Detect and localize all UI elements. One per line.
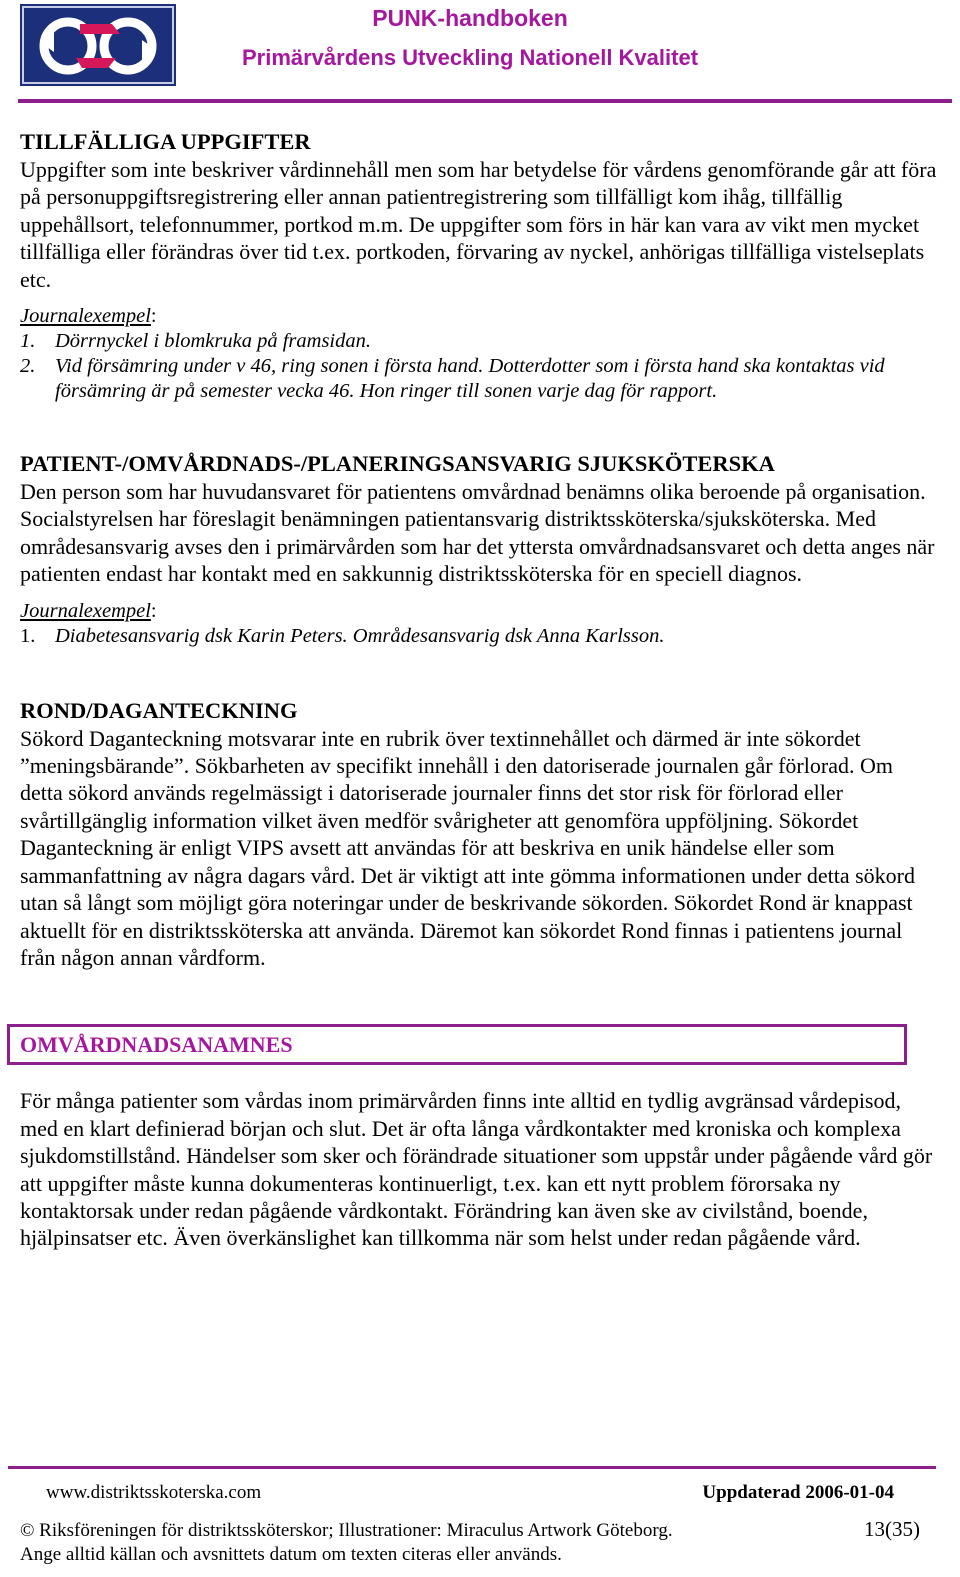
section-heading: ROND/DAGANTECKNING	[20, 697, 298, 723]
section-paragraph: Uppgifter som inte beskriver vårdinnehåll men som har betydelse för vårdens genomförande går att föra på personuppgiftsregistrering eller annan patientregistrering som tillfälligt kom ihåg, tillfällig uppehållsort, telefonnummer, portkod m.m. De uppgifter som förs in här kan vara av vikt men mycket tillfälliga eller förändras över tid t.ex. portkoden, förvaring av nyckel, anhörigas tillfälliga vistelseplats etc.	[20, 157, 937, 292]
section-heading: PATIENT-/OMVÅRDNADS-/PLANERINGSANSVARIG SJUKSKÖTERSKA	[20, 451, 775, 477]
list-item-text: Diabetesansvarig dsk Karin Peters. Områdesansvarig dsk Anna Karlsson.	[55, 624, 665, 647]
section-paragraph: Sökord Daganteckning motsvarar inte en rubrik över textinnehållet och därmed är inte sökordet ”meningsbärande”. Sökbarheten av specifikt innehåll i den datoriserade journalen går förlorad. Om detta sökord används regelmässigt i datoriserade journaler finns det stor risk för förlorad eller svårtillgänglig information vilket även medför svårigheter att genomföra uppföljning. Sökordet Daganteckning är enligt VIPS avsett att användas för att beskriva en unik händelse eller som sammanfattning av några dagars vård. Det är viktigt att inte gömma informationen under detta sökord utan så långt som möjligt göra noteringar under de beskrivande sökorden. Sökordet Rond är knappast aktuellt för en distriktssköterska att använda. Däremot kan sökordet Rond finnas i patientens journal från någon annan vårdform.	[20, 725, 916, 970]
section-paragraph: För många patienter som vårdas inom primärvården finns inte alltid en tydlig avgränsad vårdepisod, med en klart definierad början och slut. Det är ofta långa vårdkontakter med kroniska och komplexa sjukdomstillstånd. Händelser som sker och förändrade situationer som uppstår under pågående vård gör att uppgifter måste kunna dokumenteras kontinuerligt, t.ex. kan ett nytt problem förorsaka ny kontaktorsak under redan pågående vårdkontakt. Förändring kan även ske av civilstånd, boende, hjälpinsatser etc. Även överkänslighet kan tillkomma när som helst under redan pågående vård.	[20, 1088, 933, 1251]
footer-copyright: © Riksföreningen för distriktssköterskor; Illustrationer: Miraculus Artwork Göteborg.	[20, 1520, 673, 1541]
section-omvardnadsanamnes	[20, 1024, 940, 1251]
punk-logo-icon	[20, 4, 176, 86]
list-item-text: Dörrnyckel i blomkruka på framsidan.	[55, 330, 371, 353]
journal-example-link: Journalexempel	[20, 305, 151, 328]
chapter-heading: OMVÅRDNADSANAMNES	[20, 1031, 293, 1057]
journal-example-list	[20, 624, 940, 649]
list-item-number: 1.	[20, 330, 36, 353]
list-item-text: Vid försämring under v 46, ring sonen i första hand. Dotterdotter som i första hand ska kontaktas vid försämring är på semester vecka 46. Hon ringer till sonen varje dag för rapport.	[55, 355, 885, 403]
section-paragraph: Den person som har huvudansvaret för patientens omvårdnad benämns olika beroende på organisation. Socialstyrelsen har föreslagit benämningen patientansvarig distriktssköterska/sjuksköterska. Med områdesansvarig avses den i primärvården som har det yttersta omvårdnadsansvaret och detta anges när patienten endast har kontakt med en sakkunnig distriktssköterska för en speciell diagnos.	[20, 479, 935, 587]
list-item	[20, 624, 940, 649]
footer-divider	[8, 1466, 936, 1469]
journal-example-link: Journalexempel	[20, 599, 151, 622]
page-number: 13(35)	[864, 1517, 920, 1541]
list-item-number: 2.	[20, 355, 36, 378]
document-body	[20, 128, 940, 1252]
journal-example-list	[20, 329, 940, 404]
list-item	[20, 354, 940, 404]
section-tillfalliga-uppgifter	[20, 128, 940, 404]
header-divider	[18, 99, 952, 103]
footer-updated: Uppdaterad 2006-01-04	[702, 1482, 894, 1503]
journal-example-label: Journalexempel:	[20, 305, 157, 328]
list-item-number: 1.	[20, 624, 36, 647]
footer-url[interactable]: www.distriktsskoterska.com	[46, 1482, 262, 1503]
section-heading: TILLFÄLLIGA UPPGIFTER	[20, 129, 311, 154]
chapter-heading-box	[7, 1024, 907, 1065]
footer-note: Ange alltid källan och avsnittets datum om texten citeras eller används.	[20, 1544, 562, 1565]
document-title: PUNK-handboken	[372, 5, 568, 31]
document-subtitle: Primärvårdens Utveckling Nationell Kvalitet	[241, 45, 699, 70]
journal-example-label: Journalexempel:	[20, 599, 157, 622]
section-patientansvarig	[20, 450, 940, 649]
section-rond-daganteckning	[20, 697, 940, 972]
list-item	[20, 329, 940, 354]
